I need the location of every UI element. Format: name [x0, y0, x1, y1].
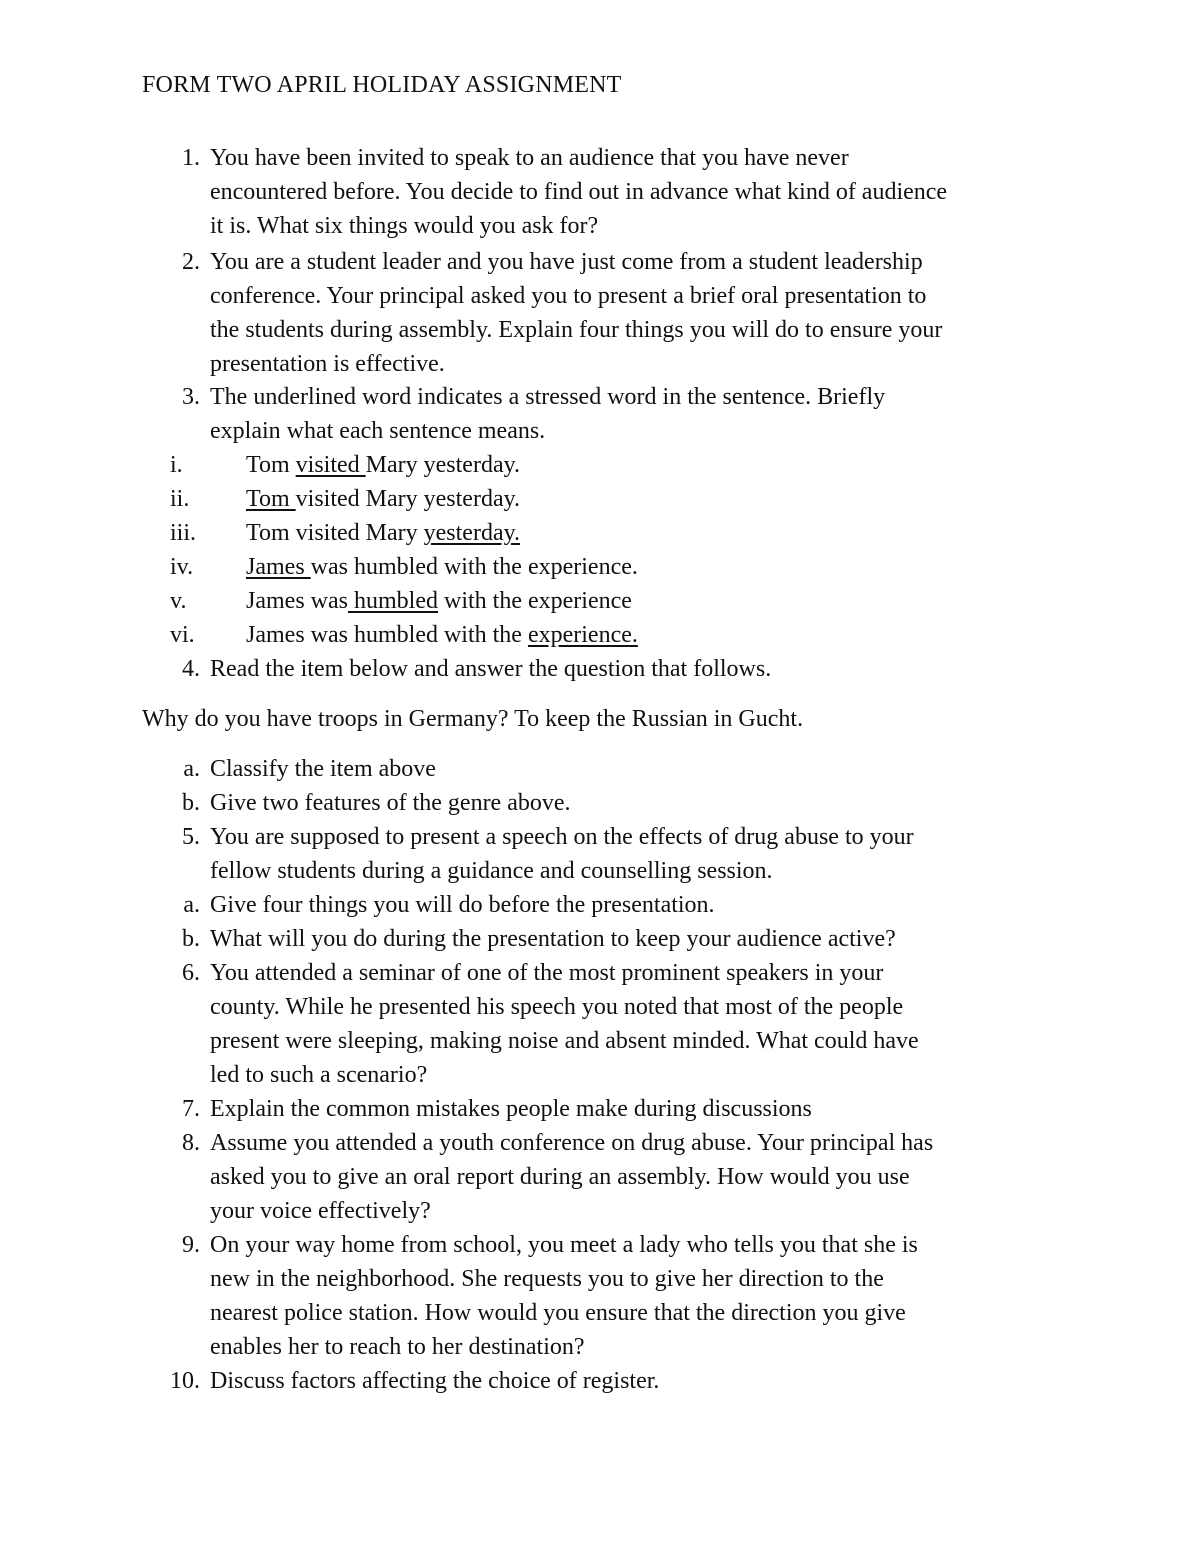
sub-question-text: Give two features of the genre above.	[210, 790, 571, 816]
stressed-word: visited	[295, 452, 366, 478]
sentence-text: Tom visited Mary yesterday.	[246, 520, 521, 546]
sub-question-letter: b.	[182, 790, 200, 816]
question-number: 2.	[182, 249, 200, 275]
roman-numeral: iv.	[170, 554, 194, 580]
question-number: 6.	[182, 960, 200, 986]
stressed-word: Tom	[246, 486, 296, 512]
question-number: 9.	[182, 1232, 200, 1258]
question-text: You are supposed to present a speech on the effects of drug abuse to your fellow students during a guidance and counselling session.	[210, 824, 914, 884]
roman-numeral: vi.	[170, 622, 195, 648]
item-quote: Why do you have troops in Germany? To keep the Russian in Gucht.	[142, 706, 804, 732]
roman-numeral: iii.	[170, 520, 197, 546]
question-text: On your way home from school, you meet a lady who tells you that she is new in the neighborhood. She requests you to give her direction to the nearest police station. How would you ensure that the direction you give enables her to reach to her destination?	[210, 1232, 918, 1360]
sub-question-text: What will you do during the presentation to keep your audience active?	[210, 926, 896, 952]
sub-question-text: Classify the item above	[210, 756, 436, 782]
sentence-text: James was humbled with the experience.	[246, 622, 638, 648]
question-number: 1.	[182, 145, 200, 171]
sub-question-letter: b.	[182, 926, 200, 952]
stressed-word: humbled	[347, 588, 438, 614]
sentence-text: James was humbled with the experience	[246, 588, 632, 614]
question-text: Read the item below and answer the question that follows.	[210, 656, 772, 682]
question-text: You attended a seminar of one of the most prominent speakers in your county. While he presented his speech you noted that most of the people present were sleeping, making noise and absent minded. What could have led to such a scenario?	[210, 960, 919, 1088]
roman-numeral: i.	[170, 452, 183, 478]
sentence-text: James was humbled with the experience.	[246, 554, 638, 580]
question-text: Explain the common mistakes people make during discussions	[210, 1096, 812, 1122]
roman-numeral: ii.	[170, 486, 190, 512]
question-text: You are a student leader and you have just come from a student leadership conference. Your principal asked you to present a brief oral presentation to the students during assembly. Explain four things you will do to ensure your presentation is effective.	[210, 249, 943, 377]
sentence-text: Tom visited Mary yesterday.	[246, 452, 521, 478]
sub-question-text: Give four things you will do before the presentation.	[210, 892, 715, 918]
sub-question-letter: a.	[183, 892, 200, 918]
question-text: You have been invited to speak to an audience that you have never encountered before. You decide to find out in advance what kind of audience it is. What six things would you ask for?	[210, 145, 948, 239]
question-text: Assume you attended a youth conference on drug abuse. Your principal has asked you to give an oral report during an assembly. How would you use your voice effectively?	[210, 1130, 934, 1224]
question-number: 3.	[182, 384, 200, 410]
roman-numeral: v.	[170, 588, 187, 614]
sentence-text: Tom visited Mary yesterday.	[246, 486, 521, 512]
question-text: Discuss factors affecting the choice of register.	[210, 1368, 660, 1394]
sub-question-letter: a.	[183, 756, 200, 782]
stressed-word: yesterday.	[423, 520, 521, 546]
question-text: The underlined word indicates a stressed word in the sentence. Briefly explain what each sentence means.	[210, 384, 886, 444]
page-title: FORM TWO APRIL HOLIDAY ASSIGNMENT	[142, 72, 622, 98]
question-number: 5.	[182, 824, 200, 850]
question-number: 4.	[182, 656, 200, 682]
question-number: 10.	[170, 1368, 200, 1394]
question-number: 7.	[182, 1096, 200, 1122]
question-number: 8.	[182, 1130, 200, 1156]
stressed-word: James	[246, 554, 311, 580]
stressed-word: experience.	[527, 622, 638, 648]
